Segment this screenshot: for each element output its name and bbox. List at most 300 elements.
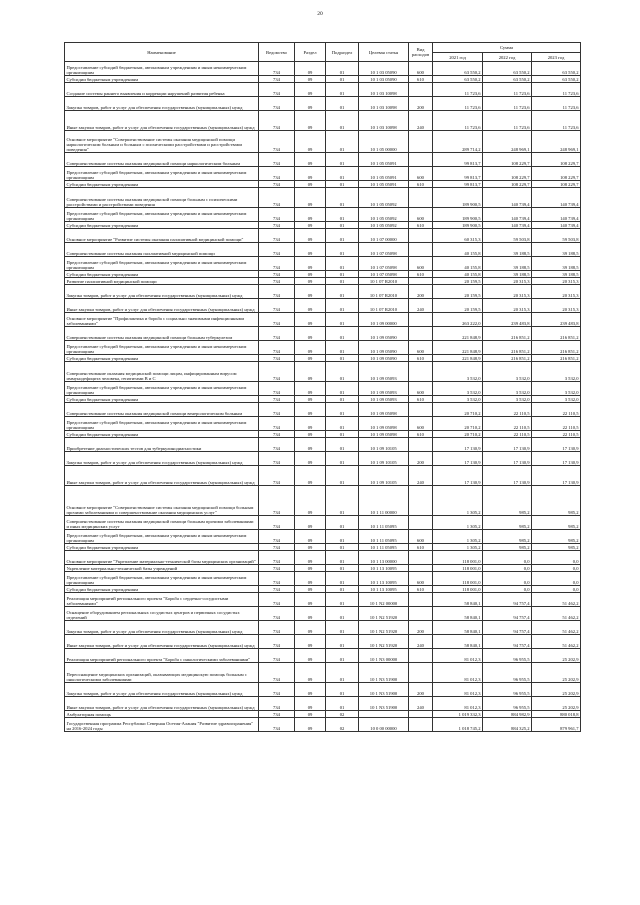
row-podrazdel: 01 [326, 586, 359, 593]
row-vedomstvo: 734 [259, 565, 295, 572]
row-sum-2021: 221 848,9 [433, 355, 483, 362]
row-sum-2023: 39 188,5 [532, 271, 581, 278]
row-vedomstvo: 734 [259, 396, 295, 403]
row-sum-2021: 99 813,7 [433, 167, 483, 181]
table-row [65, 565, 581, 572]
row-razdel: 09 [295, 83, 326, 97]
row-razdel: 09 [295, 649, 326, 663]
row-target-article: 10 1 13 10095 [359, 586, 409, 593]
row-sum-2022: 20 315,3 [483, 278, 532, 285]
row-sum-2023: 0,0 [532, 586, 581, 593]
row-podrazdel: 02 [326, 711, 359, 718]
row-sum-2023: 17 130,9 [532, 452, 581, 466]
table-row [65, 593, 581, 607]
row-razdel: 09 [295, 131, 326, 153]
row-vedomstvo: 734 [259, 299, 295, 313]
row-razdel: 09 [295, 396, 326, 403]
row-expense-type: 600 [409, 257, 433, 271]
row-name: Предоставление субсидий бюджетным, автономным учреждениям и иным некоммерческим организациям [65, 62, 259, 76]
row-sum-2022: 3 532,0 [483, 362, 532, 382]
row-sum-2022: 239 483,8 [483, 313, 532, 327]
row-vedomstvo: 734 [259, 208, 295, 222]
row-sum-2021: 20 159,5 [433, 285, 483, 299]
row-target-article: 10 1 03 05090 [359, 76, 409, 83]
row-razdel: 09 [295, 417, 326, 431]
row-target-article: 10 1 09 10105 [359, 452, 409, 466]
row-expense-type [409, 438, 433, 452]
row-sum-2023: 51 462,2 [532, 607, 581, 621]
row-sum-2022: 216 851,2 [483, 327, 532, 341]
table-row [65, 341, 581, 355]
row-vedomstvo: 734 [259, 663, 295, 683]
row-vedomstvo: 734 [259, 431, 295, 438]
row-sum-2021: 189 900,5 [433, 208, 483, 222]
table-row [65, 431, 581, 438]
row-vedomstvo: 734 [259, 649, 295, 663]
row-expense-type [409, 607, 433, 621]
row-target-article: 10 1 09 00000 [359, 313, 409, 327]
row-name: Иные закупки товаров, работ и услуг для обеспечения государственных (муниципальных) нужд [65, 111, 259, 131]
row-expense-type: 240 [409, 466, 433, 486]
row-sum-2022: 140 739,4 [483, 222, 532, 229]
row-podrazdel: 01 [326, 111, 359, 131]
row-target-article: 10 1 09 05098 [359, 431, 409, 438]
row-sum-2022: 96 955,5 [483, 649, 532, 663]
row-vedomstvo: 734 [259, 711, 295, 718]
row-target-article: 10 1 N2 51920 [359, 621, 409, 635]
row-name: Совершенствование оказания медицинской помощи лицам, инфицированным вирусом иммунодефицита человека, гепатитами В и С [65, 362, 259, 382]
row-sum-2023: 880 018,8 [532, 711, 581, 718]
row-razdel: 09 [295, 551, 326, 565]
row-target-article: 10 1 13 10095 [359, 572, 409, 586]
row-vedomstvo: 734 [259, 697, 295, 711]
row-sum-2023: 25 202,9 [532, 697, 581, 711]
table-row [65, 299, 581, 313]
row-expense-type [409, 516, 433, 530]
row-expense-type [409, 327, 433, 341]
row-expense-type [409, 131, 433, 153]
row-podrazdel: 01 [326, 544, 359, 551]
row-razdel: 09 [295, 486, 326, 516]
row-target-article: 10 1 03 10098 [359, 111, 409, 131]
row-podrazdel: 01 [326, 403, 359, 417]
row-name: Предоставление субсидий бюджетным, автономным учреждениям и иным некоммерческим организациям [65, 382, 259, 396]
row-target-article: 10 1 07 05098 [359, 257, 409, 271]
row-sum-2022: 20 315,3 [483, 299, 532, 313]
header-year-2021: 2021 год [433, 53, 483, 62]
row-sum-2023: 140 739,4 [532, 208, 581, 222]
row-name: Субсидии бюджетным учреждениям [65, 76, 259, 83]
header-podrazdel: Подраздел [326, 43, 359, 62]
row-expense-type: 240 [409, 697, 433, 711]
row-name: Переоснащение медицинских организаций, оказывающих медицинскую помощь больным с онкологическими заболеваниями [65, 663, 259, 683]
row-target-article: 10 1 07 00000 [359, 229, 409, 243]
row-razdel: 09 [295, 208, 326, 222]
row-sum-2021: 1 305,2 [433, 486, 483, 516]
row-expense-type [409, 188, 433, 208]
row-sum-2023: 216 851,2 [532, 327, 581, 341]
row-sum-2021: 58 840,1 [433, 635, 483, 649]
row-expense-type [409, 83, 433, 97]
table-row [65, 697, 581, 711]
row-razdel: 09 [295, 607, 326, 621]
row-vedomstvo: 734 [259, 551, 295, 565]
row-sum-2021: 221 848,9 [433, 341, 483, 355]
row-sum-2023: 879 961,7 [532, 718, 581, 732]
table-row [65, 362, 581, 382]
row-name: Закупка товаров, работ и услуг для обеспечения государственных (муниципальных) нужд [65, 452, 259, 466]
row-razdel: 09 [295, 718, 326, 732]
row-sum-2023: 22 110,5 [532, 403, 581, 417]
row-expense-type: 240 [409, 299, 433, 313]
row-sum-2021: 11 723,6 [433, 111, 483, 131]
row-expense-type: 200 [409, 683, 433, 697]
row-sum-2023: 985,2 [532, 544, 581, 551]
row-sum-2023: 985,2 [532, 486, 581, 516]
row-podrazdel: 01 [326, 257, 359, 271]
row-sum-2022: 17 130,9 [483, 466, 532, 486]
row-podrazdel: 01 [326, 382, 359, 396]
row-target-article: 10 1 07 R2010 [359, 278, 409, 285]
row-sum-2022: 985,2 [483, 486, 532, 516]
row-sum-2022: 0,0 [483, 565, 532, 572]
row-vedomstvo: 734 [259, 313, 295, 327]
row-sum-2023: 17 130,9 [532, 438, 581, 452]
row-podrazdel: 01 [326, 635, 359, 649]
row-target-article: 10 1 09 10105 [359, 438, 409, 452]
row-name: Иные закупки товаров, работ и услуг для обеспечения государственных (муниципальных) нужд [65, 635, 259, 649]
row-sum-2022: 17 130,9 [483, 452, 532, 466]
row-sum-2021: 63 550,2 [433, 62, 483, 76]
row-sum-2023: 3 532,0 [532, 362, 581, 382]
table-row [65, 530, 581, 544]
row-vedomstvo: 734 [259, 341, 295, 355]
row-vedomstvo: 734 [259, 452, 295, 466]
row-podrazdel: 01 [326, 683, 359, 697]
row-vedomstvo: 734 [259, 593, 295, 607]
row-vedomstvo: 734 [259, 76, 295, 83]
row-vedomstvo: 734 [259, 278, 295, 285]
row-sum-2022: 108 229,7 [483, 181, 532, 188]
header-year-2022: 2022 год [483, 53, 532, 62]
row-razdel: 09 [295, 683, 326, 697]
row-sum-2021: 63 550,2 [433, 76, 483, 83]
row-vedomstvo: 734 [259, 285, 295, 299]
row-target-article: 10 1 N3 51900 [359, 663, 409, 683]
row-name: Иные закупки товаров, работ и услуг для обеспечения государственных (муниципальных) нужд [65, 697, 259, 711]
row-name: Субсидии бюджетным учреждениям [65, 355, 259, 362]
row-target-article: 10 1 09 10105 [359, 466, 409, 486]
table-row [65, 97, 581, 111]
row-podrazdel: 01 [326, 431, 359, 438]
row-expense-type: 600 [409, 417, 433, 431]
row-podrazdel: 01 [326, 181, 359, 188]
row-vedomstvo: 734 [259, 62, 295, 76]
row-sum-2023: 20 315,3 [532, 278, 581, 285]
row-sum-2023: 51 462,2 [532, 621, 581, 635]
row-sum-2023: 63 550,2 [532, 62, 581, 76]
row-sum-2022: 22 110,5 [483, 431, 532, 438]
header-name: Наименование [65, 43, 259, 62]
row-sum-2023: 51 462,2 [532, 593, 581, 607]
row-podrazdel: 01 [326, 97, 359, 111]
row-vedomstvo: 734 [259, 188, 295, 208]
row-expense-type: 240 [409, 111, 433, 131]
row-vedomstvo: 734 [259, 586, 295, 593]
row-razdel: 09 [295, 382, 326, 396]
table-body [65, 62, 581, 732]
table-row [65, 167, 581, 181]
row-sum-2022: 11 723,6 [483, 97, 532, 111]
row-sum-2023: 39 188,5 [532, 257, 581, 271]
table-row [65, 208, 581, 222]
row-sum-2021: 17 130,9 [433, 452, 483, 466]
row-sum-2023: 11 723,6 [532, 83, 581, 97]
table-row [65, 355, 581, 362]
row-sum-2021: 20 159,5 [433, 278, 483, 285]
row-podrazdel: 01 [326, 327, 359, 341]
row-vedomstvo: 734 [259, 544, 295, 551]
row-name: Создание системы раннего выявления и коррекции нарушений развития ребенка [65, 83, 259, 97]
row-expense-type: 600 [409, 208, 433, 222]
row-sum-2021: 20 710,2 [433, 431, 483, 438]
row-name: Предоставление субсидий бюджетным, автономным учреждениям и иным некоммерческим организациям [65, 257, 259, 271]
row-sum-2021: 118 001,0 [433, 572, 483, 586]
header-razdel: Раздел [295, 43, 326, 62]
row-expense-type [409, 153, 433, 167]
row-sum-2021: 1 305,2 [433, 530, 483, 544]
row-sum-2022: 20 315,3 [483, 285, 532, 299]
row-target-article: 10 1 03 10098 [359, 83, 409, 97]
row-podrazdel: 01 [326, 153, 359, 167]
row-sum-2021: 1 018 745,2 [433, 718, 483, 732]
row-sum-2021: 3 532,0 [433, 396, 483, 403]
row-target-article: 10 1 N2 00000 [359, 593, 409, 607]
row-sum-2021: 1 305,2 [433, 544, 483, 551]
row-name: Оснащение оборудованием региональных сосудистых центров и первичных сосудистых отделений [65, 607, 259, 621]
row-sum-2022: 94 757,4 [483, 607, 532, 621]
row-sum-2023: 985,2 [532, 530, 581, 544]
row-expense-type [409, 663, 433, 683]
row-name: Основное мероприятие "Профилактика и борьба с социально значимыми инфекционными заболеваниями" [65, 313, 259, 327]
row-razdel: 09 [295, 530, 326, 544]
row-vedomstvo: 734 [259, 403, 295, 417]
row-target-article: 10 1 05 05091 [359, 167, 409, 181]
row-razdel: 09 [295, 313, 326, 327]
row-expense-type: 600 [409, 572, 433, 586]
row-podrazdel: 01 [326, 663, 359, 683]
row-name: Закупка товаров, работ и услуг для обеспечения государственных (муниципальных) нужд [65, 621, 259, 635]
row-sum-2021: 81 012,3 [433, 683, 483, 697]
row-vedomstvo: 734 [259, 111, 295, 131]
header-sum: Сумма [433, 43, 581, 53]
row-podrazdel: 01 [326, 271, 359, 278]
row-expense-type [409, 362, 433, 382]
row-target-article: 10 1 05 05092 [359, 222, 409, 229]
row-sum-2023: 25 202,9 [532, 649, 581, 663]
row-expense-type: 600 [409, 62, 433, 76]
row-sum-2023: 22 110,5 [532, 417, 581, 431]
row-expense-type [409, 403, 433, 417]
row-name: Закупка товаров, работ и услуг для обеспечения государственных (муниципальных) нужд [65, 285, 259, 299]
row-target-article: 10 1 07 05098 [359, 243, 409, 257]
row-expense-type [409, 593, 433, 607]
row-expense-type: 200 [409, 452, 433, 466]
row-target-article: 10 1 N3 51900 [359, 697, 409, 711]
table-row [65, 278, 581, 285]
row-razdel: 09 [295, 635, 326, 649]
table-row [65, 76, 581, 83]
row-name: Совершенствование системы оказания медицинской помощи наркологическим больным [65, 153, 259, 167]
row-target-article: 10 1 09 05090 [359, 341, 409, 355]
row-sum-2021: 17 130,9 [433, 438, 483, 452]
table-row [65, 285, 581, 299]
row-sum-2021: 189 900,5 [433, 188, 483, 208]
row-vedomstvo: 734 [259, 222, 295, 229]
row-sum-2023: 108 229,7 [532, 167, 581, 181]
row-razdel: 09 [295, 229, 326, 243]
header-vedomstvo: Ведомство [259, 43, 295, 62]
row-target-article: 10 1 11 00000 [359, 486, 409, 516]
table-row [65, 257, 581, 271]
row-sum-2023: 59 503,8 [532, 229, 581, 243]
row-sum-2021: 40 155,8 [433, 257, 483, 271]
row-name: Основное мероприятие "Укрепление материально-технической базы медицинских организаций" [65, 551, 259, 565]
row-target-article: 10 1 N2 51920 [359, 635, 409, 649]
row-vedomstvo: 734 [259, 607, 295, 621]
row-expense-type [409, 551, 433, 565]
row-target-article: 10 1 05 05092 [359, 188, 409, 208]
row-sum-2023: 216 851,2 [532, 341, 581, 355]
row-sum-2022: 985,2 [483, 516, 532, 530]
row-podrazdel: 01 [326, 83, 359, 97]
row-podrazdel: 01 [326, 355, 359, 362]
header-expense-type: Вид расходов [409, 43, 433, 62]
row-sum-2023: 51 462,2 [532, 635, 581, 649]
row-expense-type [409, 711, 433, 718]
row-sum-2021: 289 714,2 [433, 131, 483, 153]
row-sum-2022: 96 955,5 [483, 697, 532, 711]
row-name: Совершенствование системы оказания медицинской помощи больным туберкулезом [65, 327, 259, 341]
table-row [65, 131, 581, 153]
row-sum-2022: 63 550,2 [483, 76, 532, 83]
row-sum-2021: 17 130,9 [433, 466, 483, 486]
row-sum-2021: 263 222,0 [433, 313, 483, 327]
row-target-article: 10 1 09 05098 [359, 403, 409, 417]
row-sum-2021: 11 723,6 [433, 83, 483, 97]
row-expense-type: 610 [409, 544, 433, 551]
row-expense-type: 610 [409, 396, 433, 403]
row-sum-2021: 20 710,2 [433, 403, 483, 417]
row-expense-type [409, 278, 433, 285]
row-podrazdel: 01 [326, 188, 359, 208]
row-expense-type [409, 718, 433, 732]
row-sum-2022: 0,0 [483, 586, 532, 593]
row-razdel: 09 [295, 621, 326, 635]
row-vedomstvo: 734 [259, 243, 295, 257]
row-razdel: 09 [295, 111, 326, 131]
row-razdel: 09 [295, 452, 326, 466]
row-vedomstvo: 734 [259, 167, 295, 181]
row-podrazdel: 01 [326, 167, 359, 181]
table-row [65, 621, 581, 635]
row-podrazdel: 01 [326, 697, 359, 711]
row-expense-type [409, 229, 433, 243]
row-target-article: 10 1 07 05098 [359, 271, 409, 278]
row-podrazdel: 01 [326, 551, 359, 565]
row-vedomstvo: 734 [259, 683, 295, 697]
budget-table [64, 42, 581, 732]
row-expense-type: 200 [409, 621, 433, 635]
row-podrazdel: 01 [326, 621, 359, 635]
row-vedomstvo: 734 [259, 516, 295, 530]
table-row [65, 83, 581, 97]
row-name: Государственная программа Республики Северная Осетия-Алания "Развитие здравоохранения" на 2016-2024 годы [65, 718, 259, 732]
row-name: Субсидии бюджетным учреждениям [65, 222, 259, 229]
row-sum-2021: 20 710,2 [433, 417, 483, 431]
row-podrazdel: 01 [326, 486, 359, 516]
row-vedomstvo: 734 [259, 486, 295, 516]
table-row [65, 438, 581, 452]
row-expense-type [409, 649, 433, 663]
row-sum-2022: 39 188,5 [483, 271, 532, 278]
table-row [65, 452, 581, 466]
row-name: Совершенствование системы оказания паллиативной медицинской помощи [65, 243, 259, 257]
row-sum-2022: 39 188,5 [483, 257, 532, 271]
row-sum-2021: 1 019 332,3 [433, 711, 483, 718]
row-sum-2022: 248 969,1 [483, 131, 532, 153]
table-row [65, 586, 581, 593]
table-row [65, 663, 581, 683]
table-row [65, 153, 581, 167]
row-expense-type: 610 [409, 222, 433, 229]
row-sum-2022: 22 110,5 [483, 403, 532, 417]
row-podrazdel: 01 [326, 313, 359, 327]
row-vedomstvo: 734 [259, 718, 295, 732]
row-podrazdel: 01 [326, 76, 359, 83]
row-target-article: 10 1 N2 51920 [359, 607, 409, 621]
row-sum-2023: 0,0 [532, 572, 581, 586]
row-razdel: 09 [295, 438, 326, 452]
row-vedomstvo: 734 [259, 181, 295, 188]
table-row [65, 572, 581, 586]
row-sum-2022: 39 188,5 [483, 243, 532, 257]
row-sum-2023: 0,0 [532, 565, 581, 572]
row-vedomstvo: 734 [259, 362, 295, 382]
row-expense-type: 200 [409, 97, 433, 111]
row-razdel: 09 [295, 181, 326, 188]
row-sum-2022: 96 955,5 [483, 683, 532, 697]
row-podrazdel: 01 [326, 222, 359, 229]
row-sum-2021: 20 159,5 [433, 299, 483, 313]
row-razdel: 09 [295, 153, 326, 167]
row-razdel: 09 [295, 711, 326, 718]
row-sum-2022: 884 325,2 [483, 718, 532, 732]
row-razdel: 09 [295, 76, 326, 83]
row-target-article: 10 1 N3 00000 [359, 649, 409, 663]
table-row [65, 111, 581, 131]
row-sum-2022: 0,0 [483, 551, 532, 565]
row-podrazdel: 01 [326, 438, 359, 452]
row-sum-2022: 22 110,5 [483, 417, 532, 431]
row-razdel: 09 [295, 516, 326, 530]
row-vedomstvo: 734 [259, 131, 295, 153]
row-expense-type: 610 [409, 271, 433, 278]
row-podrazdel: 01 [326, 396, 359, 403]
row-razdel: 09 [295, 243, 326, 257]
row-sum-2022: 96 955,5 [483, 663, 532, 683]
row-sum-2023: 39 188,5 [532, 243, 581, 257]
